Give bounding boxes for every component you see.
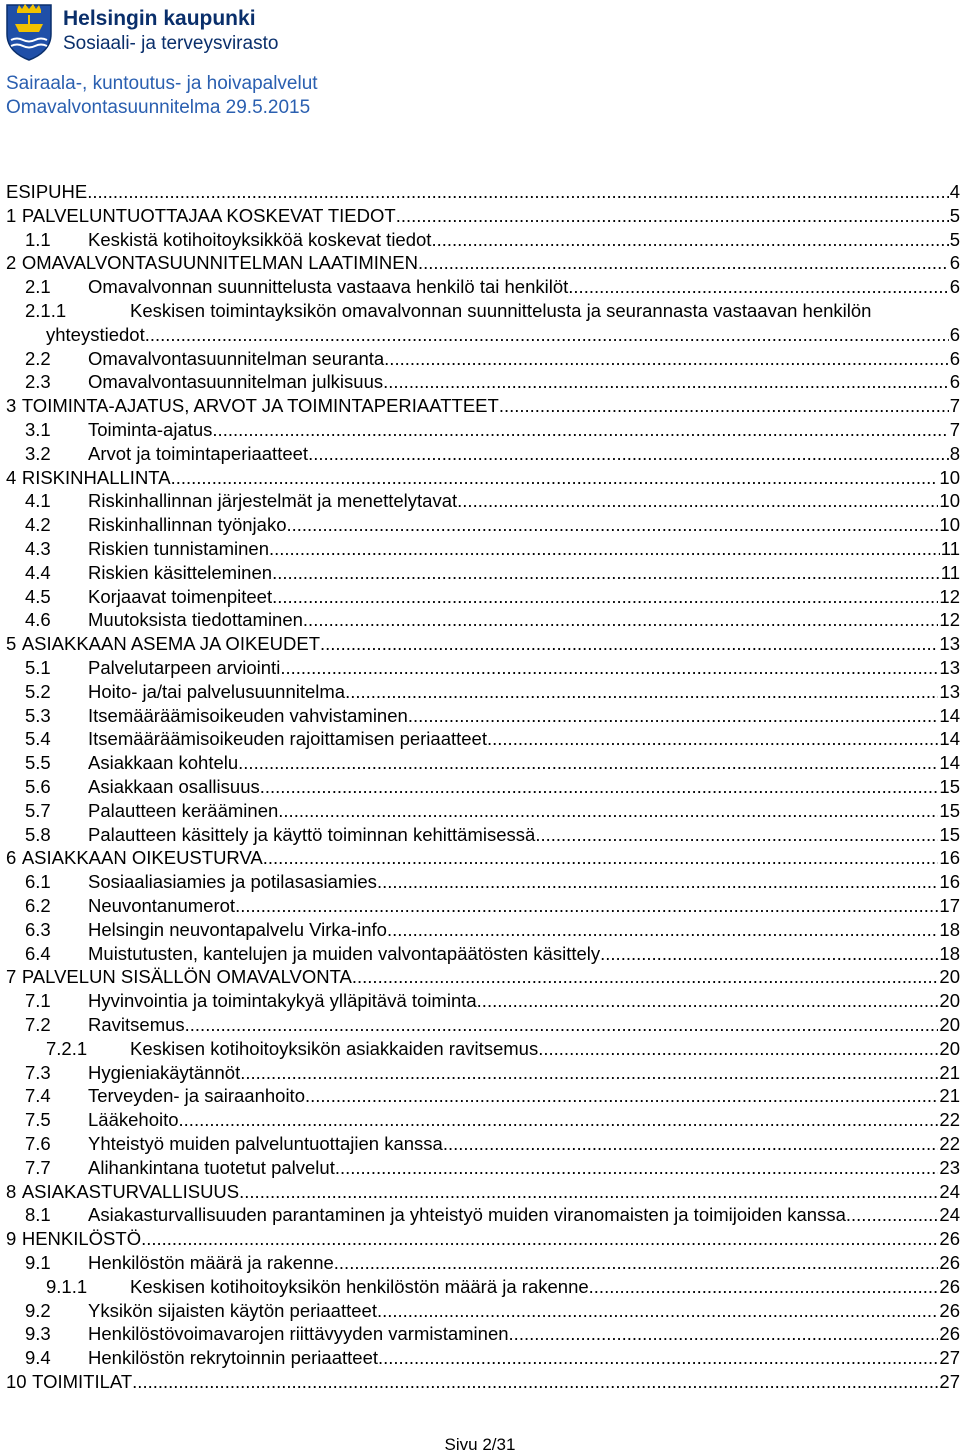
toc-entry[interactable] — [0, 1203, 960, 1227]
toc-entry-page: 5 — [949, 228, 960, 250]
toc-entry-number: 4 — [6, 466, 17, 488]
organization-subtitle: Sosiaali- ja terveysvirasto — [63, 33, 279, 54]
toc-dot-leader — [499, 394, 949, 418]
toc-entry[interactable] — [0, 608, 960, 632]
toc-entry-page: 15 — [939, 799, 960, 821]
toc-dot-leader — [272, 561, 940, 585]
toc-entry-number: 3.2 — [25, 442, 51, 464]
toc-entry[interactable] — [0, 466, 960, 490]
toc-entry-number: 5.5 — [25, 752, 51, 774]
toc-entry-title: Keskisen kotihoitoyksikön asiakkaiden ravitsemus — [130, 1037, 539, 1059]
toc-entry[interactable] — [0, 751, 960, 775]
toc-entry-page: 24 — [939, 1204, 960, 1226]
toc-entry-page: 6 — [949, 347, 960, 369]
toc-entry-title-continued: yhteystiedot — [46, 323, 145, 345]
toc-entry-page: 14 — [939, 728, 960, 750]
toc-entry-number: 5.1 — [25, 657, 51, 678]
toc-dot-leader — [600, 942, 938, 966]
toc-entry-number: 7.5 — [25, 1109, 51, 1131]
toc-entry-page: 27 — [939, 1371, 960, 1392]
toc-entry-number: 2.1.1 — [25, 300, 67, 321]
toc-entry-title: OMAVALVONTASUUNNITELMAN LAATIMINEN — [21, 252, 418, 274]
toc-entry[interactable] — [0, 275, 960, 299]
toc-dot-leader — [303, 608, 939, 632]
toc-entry-number: 9 — [6, 1228, 17, 1250]
toc-entry-number: 9.2 — [25, 1299, 51, 1321]
page-header — [0, 0, 960, 130]
toc-dot-leader — [320, 632, 938, 656]
toc-dot-leader — [377, 1299, 938, 1323]
toc-entry[interactable] — [0, 1061, 960, 1085]
toc-entry-page: 20 — [939, 1037, 960, 1059]
toc-dot-leader — [308, 442, 949, 466]
toc-entry-title: Riskinhallinnan järjestelmät ja menettelytavat — [88, 490, 458, 512]
toc-entry-title: Yhteistyö muiden palveluntuottajien kanssa — [88, 1133, 443, 1154]
toc-entry-number: 6.1 — [25, 871, 51, 893]
toc-entry-page: 26 — [939, 1275, 960, 1297]
toc-entry-number: 2.2 — [25, 347, 51, 369]
toc-entry-page: 6 — [949, 371, 960, 393]
toc-entry[interactable] — [0, 1013, 960, 1037]
toc-entry-title: Palautteen kerääminen — [88, 799, 279, 821]
toc-entry-title: Hygieniakäytännöt — [88, 1061, 241, 1083]
toc-entry-page: 16 — [939, 847, 960, 869]
toc-entry[interactable] — [0, 965, 960, 989]
toc-entry[interactable] — [0, 727, 960, 751]
toc-entry-page: 5 — [949, 204, 960, 226]
toc-dot-leader — [383, 370, 949, 394]
toc-entry[interactable] — [0, 1346, 960, 1370]
toc-entry-title: Neuvontanumerot — [88, 895, 236, 916]
toc-entry-page: 18 — [939, 942, 960, 964]
toc-entry-page: 26 — [939, 1323, 960, 1345]
toc-entry-title: Henkilöstön määrä ja rakenne — [88, 1252, 334, 1273]
toc-entry[interactable] — [0, 251, 960, 275]
toc-dot-leader — [418, 251, 949, 275]
toc-entry-title: Palvelutarpeen arviointi — [88, 657, 281, 678]
toc-dot-leader — [212, 418, 948, 442]
toc-entry-title: Keskisen toimintayksikön omavalvonnan suunnittelusta ja seurannasta vastaavan henkilön — [130, 300, 872, 321]
toc-entry-number: 7.4 — [25, 1085, 51, 1107]
toc-entry[interactable] — [0, 1132, 960, 1156]
toc-entry-page: 7 — [949, 395, 960, 417]
toc-entry-title: Terveyden- ja sairaanhoito — [88, 1085, 305, 1107]
toc-entry-number: 4.4 — [25, 561, 51, 583]
toc-entry-number: 7.2.1 — [46, 1037, 88, 1059]
toc-dot-leader — [280, 656, 938, 680]
toc-entry-title: Itsemääräämisoikeuden rajoittamisen periaatteet — [88, 728, 487, 750]
toc-entry[interactable] — [0, 513, 960, 537]
toc-entry-title: Toiminta-ajatus — [88, 419, 213, 440]
toc-entry[interactable] — [0, 870, 960, 894]
toc-entry-page: 26 — [939, 1228, 960, 1250]
toc-entry-page: 26 — [939, 1299, 960, 1321]
department-name: Sairaala-, kuntoutus- ja hoivapalvelut — [6, 73, 318, 94]
toc-dot-leader — [179, 1108, 939, 1132]
toc-entry-title: Lääkehoito — [88, 1109, 179, 1131]
toc-entry-number: 7 — [6, 966, 17, 988]
toc-entry[interactable] — [0, 632, 960, 656]
toc-entry-page: 13 — [939, 633, 960, 655]
toc-entry-number: 4.5 — [25, 585, 51, 607]
toc-entry[interactable] — [0, 823, 960, 847]
toc-entry-title: ASIAKKAAN OIKEUSTURVA — [21, 847, 263, 869]
toc-dot-leader — [141, 1227, 938, 1251]
toc-entry-page: 23 — [939, 1156, 960, 1178]
toc-entry-number: 2.3 — [25, 371, 51, 393]
toc-dot-leader — [263, 846, 939, 870]
toc-entry-title: Riskien käsitteleminen — [88, 561, 273, 583]
toc-entry-page: 27 — [939, 1347, 960, 1369]
toc-entry-page: 17 — [939, 895, 960, 916]
toc-entry-page: 20 — [939, 1014, 960, 1035]
toc-dot-leader — [377, 870, 938, 894]
toc-dot-leader — [260, 775, 939, 799]
toc-entry[interactable] — [0, 799, 960, 823]
toc-entry[interactable] — [0, 1227, 960, 1251]
toc-entry-number: 5.4 — [25, 728, 51, 750]
toc-entry-number: 9.4 — [25, 1347, 51, 1369]
helsinki-crest-logo — [4, 2, 54, 62]
toc-entry[interactable] — [0, 942, 960, 966]
toc-entry-page: 22 — [939, 1133, 960, 1154]
toc-dot-leader — [240, 1061, 938, 1085]
toc-entry-title: Itsemääräämisoikeuden vahvistaminen — [88, 704, 408, 726]
toc-entry-title: Omavalvontasuunnitelman julkisuus — [88, 371, 384, 393]
toc-dot-leader — [431, 228, 948, 252]
toc-entry-title: HENKILÖSTÖ — [21, 1228, 142, 1250]
toc-entry[interactable] — [0, 299, 960, 323]
toc-entry-number: 6 — [6, 847, 17, 869]
toc-entry-number: 4.3 — [25, 538, 51, 559]
toc-entry-title: TOIMINTA-AJATUS, ARVOT JA TOIMINTAPERIAATTEET — [21, 395, 499, 417]
toc-entry-number: 3 — [6, 395, 17, 417]
toc-entry-title: ESIPUHE — [6, 181, 88, 202]
toc-entry-page: 10 — [939, 466, 960, 488]
toc-dot-leader — [87, 180, 948, 204]
toc-entry-title: Alihankintana tuotetut palvelut — [88, 1156, 335, 1178]
toc-dot-leader — [457, 489, 938, 513]
toc-entry-title: Riskien tunnistaminen — [88, 538, 269, 559]
toc-entry-title: Palautteen käsittely ja käyttö toiminnan kehittämisessä — [88, 823, 536, 845]
toc-entry-title: Henkilöstövoimavarojen riittävyyden varmistaminen — [88, 1323, 509, 1345]
toc-entry-number: 7.3 — [25, 1061, 51, 1083]
toc-entry[interactable] — [0, 204, 960, 228]
toc-entry-number: 6.3 — [25, 918, 51, 940]
toc-dot-leader — [384, 347, 949, 371]
toc-dot-leader — [589, 1275, 939, 1299]
toc-entry[interactable] — [0, 537, 960, 561]
toc-entry-page: 13 — [939, 657, 960, 678]
toc-entry-page: 10 — [939, 514, 960, 536]
toc-dot-leader — [305, 1084, 938, 1108]
toc-entry[interactable] — [0, 1322, 960, 1346]
toc-entry-page: 21 — [939, 1061, 960, 1083]
toc-entry-title: Helsingin neuvontapalvelu Virka-info — [88, 918, 387, 940]
toc-dot-leader — [538, 1037, 938, 1061]
toc-entry-page: 13 — [939, 680, 960, 702]
toc-entry-number: 9.1 — [25, 1252, 51, 1273]
toc-entry[interactable] — [0, 846, 960, 870]
toc-dot-leader — [509, 1322, 939, 1346]
toc-entry[interactable] — [0, 1275, 960, 1299]
toc-entry-number: 5.7 — [25, 799, 51, 821]
toc-dot-leader — [387, 918, 938, 942]
toc-entry-number: 10 — [6, 1371, 27, 1392]
toc-entry-page: 22 — [939, 1109, 960, 1131]
toc-entry-number: 3.1 — [25, 419, 51, 440]
toc-entry-title: PALVELUNTUOTTAJAA KOSKEVAT TIEDOT — [21, 204, 396, 226]
toc-dot-leader — [408, 704, 939, 728]
page-number-footer: Sivu 2/31 — [444, 1435, 516, 1454]
toc-entry-title: Keskisen kotihoitoyksikön henkilöstön määrä ja rakenne — [130, 1275, 589, 1297]
toc-entry-page: 7 — [949, 419, 960, 440]
toc-dot-leader — [239, 1180, 938, 1204]
toc-entry-title: Henkilöstön rekrytoinnin periaatteet — [88, 1347, 378, 1369]
toc-dot-leader — [269, 537, 940, 561]
toc-dot-leader — [334, 1251, 939, 1275]
toc-entry[interactable] — [0, 347, 960, 371]
toc-dot-leader — [235, 894, 938, 918]
toc-entry-page: 11 — [940, 561, 960, 583]
toc-entry[interactable] — [0, 1370, 960, 1394]
toc-entry-number: 5.3 — [25, 704, 51, 726]
toc-dot-leader — [352, 965, 939, 989]
toc-entry-number: 7.7 — [25, 1156, 51, 1178]
toc-entry-continuation[interactable] — [0, 323, 960, 347]
toc-entry-title: Asiakkaan osallisuus — [88, 776, 260, 797]
toc-entry-number: 7.2 — [25, 1014, 51, 1035]
toc-entry-title: Sosiaaliasiamies ja potilasasiamies — [88, 871, 377, 893]
toc-entry-number: 5.8 — [25, 823, 51, 845]
toc-entry-page: 14 — [939, 752, 960, 774]
toc-entry-title: Omavalvonnan suunnittelusta vastaava henkilö tai henkilöt — [88, 276, 569, 298]
toc-entry-number: 8.1 — [25, 1204, 51, 1226]
toc-entry-number: 6.4 — [25, 942, 51, 964]
toc-entry-title: Ravitsemus — [88, 1014, 185, 1035]
toc-entry-page: 12 — [939, 585, 960, 607]
toc-entry-page: 16 — [939, 871, 960, 893]
toc-entry-number: 2.1 — [25, 276, 51, 298]
toc-entry-title: Muistutusten, kantelujen ja muiden valvontapäätösten käsittely — [88, 942, 601, 964]
toc-entry[interactable] — [0, 418, 960, 442]
toc-entry-title: Korjaavat toimenpiteet — [88, 585, 273, 607]
toc-entry-page: 15 — [939, 823, 960, 845]
toc-entry-number: 5.2 — [25, 680, 51, 702]
toc-dot-leader — [396, 204, 949, 228]
toc-entry[interactable] — [0, 228, 960, 252]
toc-entry[interactable] — [0, 1037, 960, 1061]
toc-entry-number: 9.3 — [25, 1323, 51, 1345]
toc-entry[interactable] — [0, 585, 960, 609]
toc-dot-leader — [846, 1203, 939, 1227]
toc-dot-leader — [378, 1346, 938, 1370]
toc-entry[interactable] — [0, 704, 960, 728]
toc-dot-leader — [185, 1013, 939, 1037]
toc-entry-page: 11 — [940, 538, 960, 559]
toc-dot-leader — [238, 751, 938, 775]
toc-entry-title: Yksikön sijaisten käytön periaatteet — [88, 1299, 377, 1321]
toc-entry-page: 20 — [939, 990, 960, 1012]
toc-entry[interactable] — [0, 370, 960, 394]
toc-entry-page: 14 — [939, 704, 960, 726]
toc-entry-page: 4 — [949, 181, 960, 202]
toc-entry-title: Riskinhallinnan työnjako — [88, 514, 287, 536]
toc-entry-number: 5 — [6, 633, 17, 655]
toc-entry-page: 12 — [939, 609, 960, 631]
toc-entry-title: Muutoksista tiedottaminen — [88, 609, 303, 631]
toc-entry-title: ASIAKASTURVALLISUUS — [21, 1180, 240, 1202]
toc-entry[interactable] — [0, 1180, 960, 1204]
toc-entry-page: 15 — [939, 776, 960, 797]
toc-entry-page: 8 — [949, 442, 960, 464]
toc-entry[interactable] — [0, 561, 960, 585]
toc-entry[interactable] — [0, 489, 960, 513]
toc-dot-leader — [487, 727, 938, 751]
toc-entry-title: PALVELUN SISÄLLÖN OMAVALVONTA — [21, 966, 352, 988]
toc-entry[interactable] — [0, 775, 960, 799]
toc-entry-number: 7.1 — [25, 990, 51, 1012]
toc-entry-title: ASIAKKAAN ASEMA JA OIKEUDET — [21, 633, 321, 655]
organization-name: Helsingin kaupunki — [63, 7, 256, 30]
toc-entry-number: 1 — [6, 204, 17, 226]
toc-dot-leader — [443, 1132, 939, 1156]
toc-entry[interactable] — [0, 1084, 960, 1108]
document-title: Omavalvontasuunnitelma 29.5.2015 — [6, 97, 311, 118]
toc-entry-page: 24 — [939, 1180, 960, 1202]
toc-entry-number: 8 — [6, 1180, 17, 1202]
toc-entry-number: 6.2 — [25, 895, 51, 916]
toc-dot-leader — [335, 1156, 939, 1180]
toc-entry[interactable] — [0, 442, 960, 466]
toc-entry-number: 7.6 — [25, 1133, 51, 1154]
toc-entry-title: Omavalvontasuunnitelman seuranta — [88, 347, 385, 369]
toc-entry-page: 6 — [949, 252, 960, 274]
toc-dot-leader — [286, 513, 938, 537]
toc-entry[interactable] — [0, 894, 960, 918]
toc-entry-number: 4.1 — [25, 490, 51, 512]
toc-entry-page: 20 — [939, 966, 960, 988]
toc-dot-leader — [145, 323, 949, 347]
toc-entry-page: 6 — [949, 276, 960, 298]
toc-entry[interactable] — [0, 1299, 960, 1323]
toc-entry-title: Arvot ja toimintaperiaatteet — [88, 442, 309, 464]
toc-entry-number: 9.1.1 — [46, 1275, 88, 1297]
toc-entry-title: RISKINHALLINTA — [21, 466, 171, 488]
toc-entry[interactable] — [0, 656, 960, 680]
toc-entry-number: 1.1 — [25, 228, 51, 250]
toc-entry-title: TOIMITILAT — [32, 1371, 133, 1392]
toc-entry[interactable] — [0, 394, 960, 418]
toc-dot-leader — [132, 1370, 938, 1394]
toc-entry[interactable] — [0, 989, 960, 1013]
toc-dot-leader — [345, 680, 938, 704]
toc-dot-leader — [272, 585, 938, 609]
toc-entry-title: Hyvinvointia ja toimintakykyä ylläpitävä toiminta — [88, 990, 477, 1012]
toc-entry-page: 6 — [949, 323, 960, 345]
toc-dot-leader — [171, 466, 939, 490]
toc-entry[interactable] — [0, 180, 960, 204]
toc-entry[interactable] — [0, 1251, 960, 1275]
toc-dot-leader — [568, 275, 948, 299]
toc-entry-number: 2 — [6, 252, 17, 274]
toc-entry-title: Hoito- ja/tai palvelusuunnitelma — [88, 680, 346, 702]
toc-entry-title: Asiakkaan kohtelu — [88, 752, 239, 774]
toc-entry-number: 4.2 — [25, 514, 51, 536]
toc-dot-leader — [535, 823, 938, 847]
toc-entry-page: 18 — [939, 918, 960, 940]
toc-entry-page: 21 — [939, 1085, 960, 1107]
toc-entry-page: 10 — [939, 490, 960, 512]
toc-entry-number: 5.6 — [25, 776, 51, 797]
toc-entry-number: 4.6 — [25, 609, 51, 631]
toc-entry[interactable] — [0, 680, 960, 704]
toc-entry[interactable] — [0, 1156, 960, 1180]
toc-entry[interactable] — [0, 1108, 960, 1132]
toc-entry-title: Keskistä kotihoitoyksikköä koskevat tiedot — [88, 228, 432, 250]
toc-dot-leader — [477, 989, 939, 1013]
toc-dot-leader — [278, 799, 938, 823]
toc-entry-page: 26 — [939, 1252, 960, 1273]
toc-entry[interactable] — [0, 918, 960, 942]
toc-entry-title: Asiakasturvallisuuden parantaminen ja yhteistyö muiden viranomaisten ja toimijoiden kanssa — [88, 1204, 846, 1226]
